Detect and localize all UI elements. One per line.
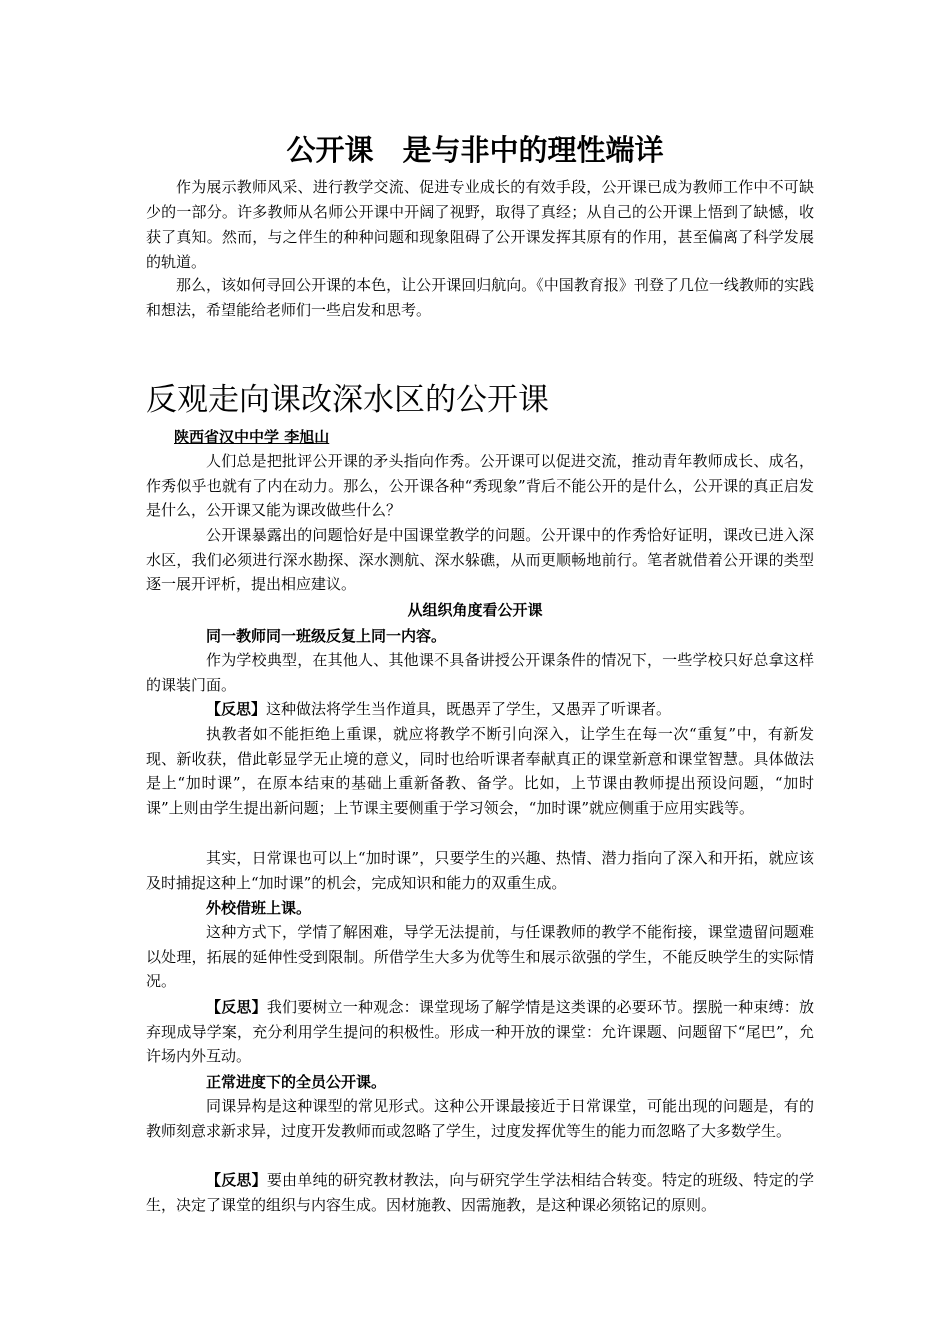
article-paragraph-1: 人们总是把批评公开课的矛头指向作秀。公开课可以促进交流，推动青年教师成长、成名，作秀似乎也就有了内在动力。那么，公开课各种“秀现象”背后不能公开的是什么，公开课的真正启发是什么，公开课又能为课改做些什么？ [146, 452, 814, 519]
point-2-title: 外校借班上课。 [206, 899, 312, 917]
reflection-tag: 【反思】 [206, 700, 267, 718]
point-2-reflection [146, 995, 814, 1069]
article-author: 陕西省汉中中学 李旭山 [174, 428, 330, 446]
point-3-description: 同课异构是这种课型的常见形式。这种公开课最接近于日常课堂，可能出现的问题是，有的教师刻意求新求异，过度开发教师而或忽略了学生，过度发挥优等生的能力而忽略了大多数学生。 [146, 1097, 814, 1140]
intro-paragraph-2: 那么，该如何寻回公开课的本色，让公开课回归航向。《中国教育报》刊登了几位一线教师的实践和想法，希望能给老师们一些启发和思考。 [146, 276, 814, 319]
section-title: 从组织角度看公开课 [407, 601, 543, 619]
point-1-description: 作为学校典型，在其他人、其他课不具备讲授公开课条件的情况下，一些学校只好总拿这样的课装门面。 [146, 651, 814, 694]
point-2-reflection-text: 我们要树立一种观念：课堂现场了解学情是这类课的必要环节。摆脱一种束缚：放弃现成导学案，充分利用学生提问的积极性。形成一种开放的课堂：允许课题、问题留下“尾巴”，允许场内外互动。 [146, 998, 814, 1065]
point-2-description: 这种方式下，学情了解困难，导学无法提前，与任课教师的教学不能衔接，课堂遗留问题难以处理，拓展的延伸性受到限制。所借学生大多为优等生和展示欲强的学生，不能反映学生的实际情况。 [146, 923, 814, 990]
point-3-title: 正常进度下的全员公开课。 [206, 1073, 387, 1091]
reflection-tag: 【反思】 [206, 998, 267, 1016]
point-1-paragraph-3: 执教者如不能拒绝上重课，就应将教学不断引向深入，让学生在每一次“重复”中，有新发现、新收获，借此彰显学无止境的意义，同时也给听课者奉献真正的课堂新意和课堂智慧。具体做法是上“加时课”，在原本结束的基础上重新备教、备学。比如，上节课由教师提出预设问题，“加时课”上则由学生提出新问题；上节课主要侧重于学习领会，“加时课”就应侧重于应用实践等。 [146, 725, 814, 817]
article-heading: 反观走向课改深水区的公开课 [146, 382, 549, 418]
point-1-reflection [146, 697, 814, 722]
point-3-reflection [146, 1168, 814, 1217]
page-title: 公开课 是与非中的理性端详 [286, 133, 664, 167]
point-1-title: 同一教师同一班级反复上同一内容。 [206, 627, 447, 645]
point-3-reflection-text: 要由单纯的研究教材教法，向与研究学生学法相结合转变。特定的班级、特定的学生，决定了课堂的组织与内容生成。因材施教、因需施教，是这种课必须铭记的原则。 [146, 1171, 814, 1214]
article-paragraph-2: 公开课暴露出的问题恰好是中国课堂教学的问题。公开课中的作秀恰好证明，课改已进入深水区，我们必须进行深水勘探、深水测航、深水躲礁，从而更顺畅地前行。笔者就借着公开课的类型逐一展开评析，提出相应建议。 [146, 526, 814, 593]
point-1-reflection-text: 这种做法将学生当作道具，既愚弄了学生，又愚弄了听课者。 [266, 700, 672, 718]
point-1-paragraph-4: 其实，日常课也可以上“加时课”，只要学生的兴趣、热情、潜力指向了深入和开拓，就应该及时捕捉这种上“加时课”的机会，完成知识和能力的双重生成。 [146, 849, 814, 892]
intro-paragraph-1: 作为展示教师风采、进行教学交流、促进专业成长的有效手段，公开课已成为教师工作中不可缺少的一部分。许多教师从名师公开课中开阔了视野，取得了真经；从自己的公开课上悟到了缺憾，收获了真知。然而，与之伴生的种种问题和现象阻碍了公开课发挥其原有的作用，甚至偏离了科学发展的轨道。 [146, 178, 814, 271]
reflection-tag: 【反思】 [206, 1171, 267, 1189]
